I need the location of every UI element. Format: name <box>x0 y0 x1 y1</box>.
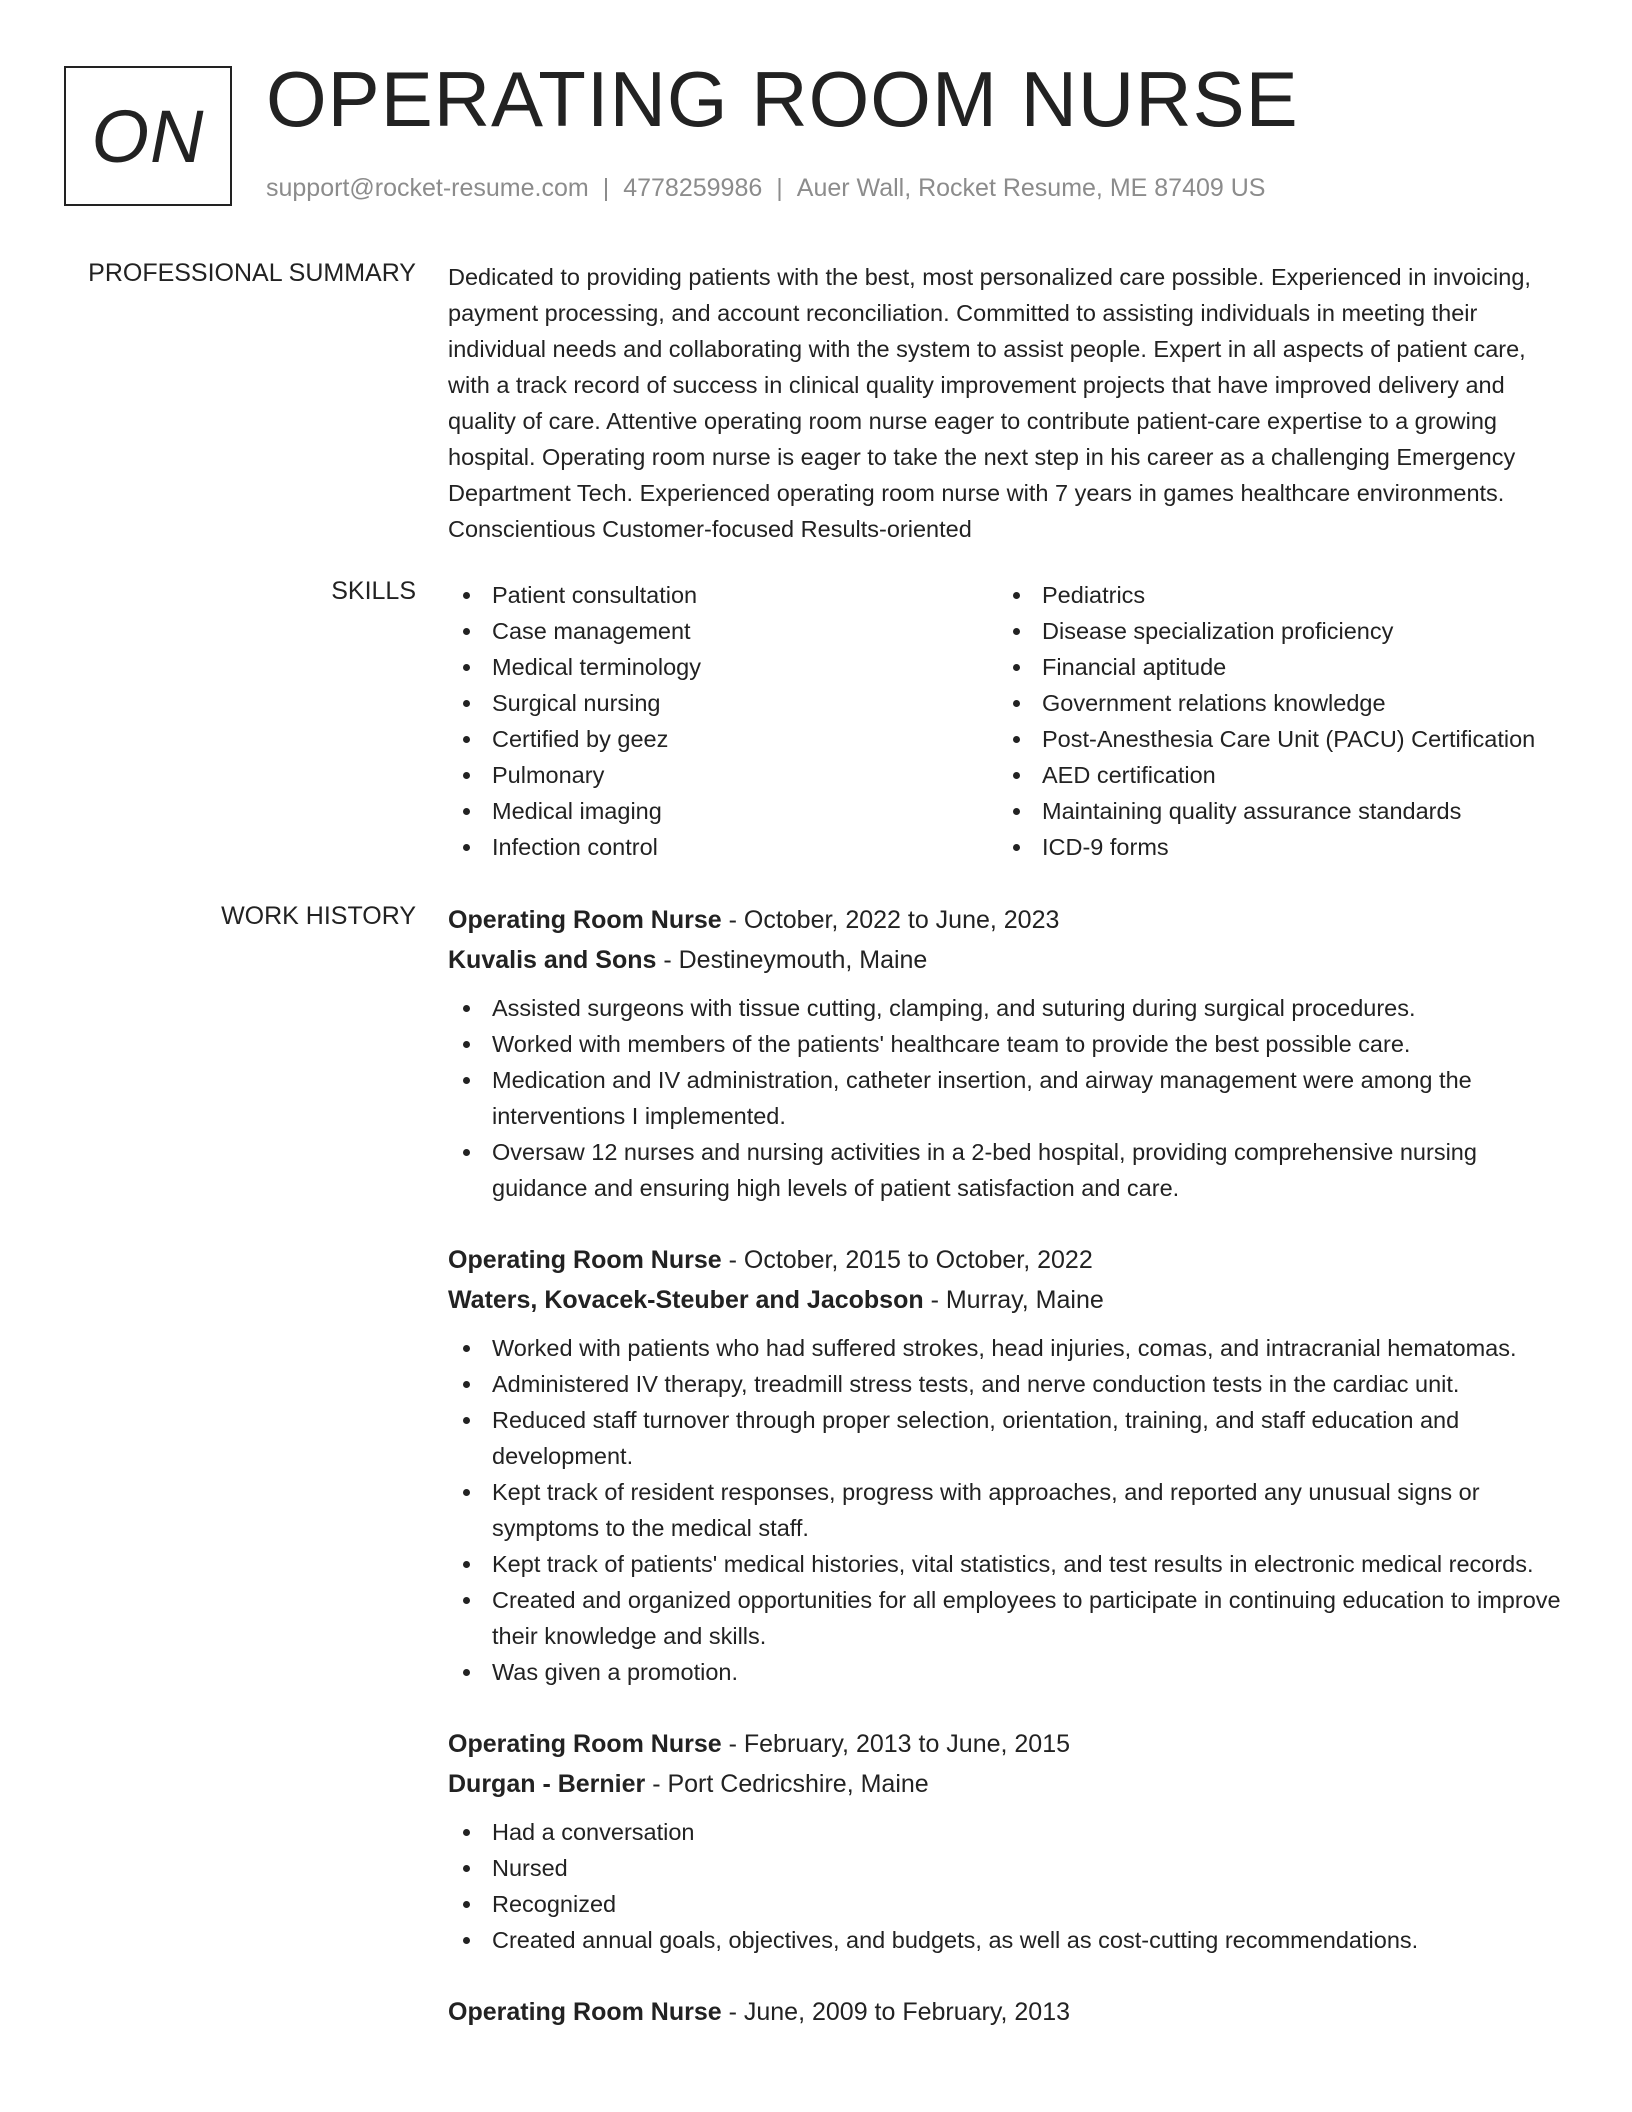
skill-item: Surgical nursing <box>448 685 998 721</box>
contact-separator: | <box>776 174 783 202</box>
skill-item: Government relations knowledge <box>998 685 1548 721</box>
job-title: Operating Room Nurse <box>448 906 722 934</box>
job-duty: Kept track of resident responses, progress with approaches, and reported any unusual signs or symptoms to the medical staff. <box>448 1474 1564 1546</box>
job-duty: Worked with patients who had suffered strokes, head injuries, comas, and intracranial hematomas. <box>448 1330 1564 1366</box>
skills-heading: SKILLS <box>331 577 416 605</box>
job-company-line <box>448 940 1564 980</box>
job-duty: Administered IV therapy, treadmill stress tests, and nerve conduction tests in the cardiac unit. <box>448 1366 1564 1402</box>
skills-list-right <box>998 577 1548 865</box>
contact-phone[interactable]: 4778259986 <box>623 174 763 202</box>
job-duty: Medication and IV administration, catheter insertion, and airway management were among the interventions I implemented. <box>448 1062 1564 1134</box>
job-duty: Assisted surgeons with tissue cutting, clamping, and suturing during surgical procedures. <box>448 990 1564 1026</box>
resume-title: OPERATING ROOM NURSE <box>266 55 1299 143</box>
job-title-line <box>448 1724 1564 1764</box>
job-location: - Murray, Maine <box>923 1286 1104 1314</box>
job-duty: Had a conversation <box>448 1814 1564 1850</box>
job-company-line <box>448 1764 1564 1804</box>
job-duty: Oversaw 12 nurses and nursing activities in a 2-bed hospital, providing comprehensive nursing guidance and ensuring high levels of patient satisfaction and care. <box>448 1134 1564 1206</box>
job-duty: Worked with members of the patients' healthcare team to provide the best possible care. <box>448 1026 1564 1062</box>
monogram-box <box>64 66 232 206</box>
job-entry <box>448 1240 1564 1690</box>
job-dates: - October, 2015 to October, 2022 <box>721 1246 1093 1274</box>
job-company: Durgan - Bernier <box>448 1770 646 1798</box>
job-company-line <box>448 1280 1564 1320</box>
skill-item: Patient consultation <box>448 577 998 613</box>
skill-item: Case management <box>448 613 998 649</box>
monogram-initials: ON <box>91 94 205 178</box>
job-title: Operating Room Nurse <box>448 1730 722 1758</box>
job-company: Kuvalis and Sons <box>448 946 657 974</box>
contact-line <box>266 174 1265 203</box>
skill-item: ICD-9 forms <box>998 829 1548 865</box>
summary-text: Dedicated to providing patients with the best, most personalized care possible. Experienced in invoicing, payment processing, and account reconciliation. Committed to assisting individuals in meeting their individual needs and collaborating with the system to assist people. Expert in all aspects of patient care, with a track record of success in clinical quality improvement projects that have improved delivery and quality of care. Attentive operating room nurse eager to contribute patient-care expertise to a growing hospital. Operating room nurse is eager to take the next step in his career as a challenging Emergency Department Tech. Experienced operating room nurse with 7 years in games healthcare environments. Conscientious Customer-focused Results-oriented <box>448 264 1531 542</box>
job-title: Operating Room Nurse <box>448 1246 722 1274</box>
job-title-line <box>448 1992 1564 2032</box>
job-dates: - June, 2009 to February, 2013 <box>721 1998 1071 2026</box>
skill-item: Medical imaging <box>448 793 998 829</box>
summary-heading: PROFESSIONAL SUMMARY <box>88 259 416 287</box>
skill-item: Financial aptitude <box>998 649 1548 685</box>
job-entry <box>448 1992 1564 2032</box>
job-entry <box>448 1724 1564 1958</box>
skills-columns <box>448 577 1564 865</box>
skill-item: Pulmonary <box>448 757 998 793</box>
skills-list-left <box>448 577 998 865</box>
job-title: Operating Room Nurse <box>448 1998 722 2026</box>
job-duties-list <box>448 990 1564 1206</box>
summary-body <box>448 259 1564 547</box>
contact-address: Auer Wall, Rocket Resume, ME 87409 US <box>796 174 1266 202</box>
job-location: - Port Cedricshire, Maine <box>645 1770 929 1798</box>
job-duties-list <box>448 1814 1564 1958</box>
work-history-body <box>448 900 1564 2066</box>
skill-item: Infection control <box>448 829 998 865</box>
job-entry <box>448 900 1564 1206</box>
job-dates: - October, 2022 to June, 2023 <box>721 906 1060 934</box>
job-duty: Nursed <box>448 1850 1564 1886</box>
job-duties-list <box>448 1330 1564 1690</box>
skill-item: Disease specialization proficiency <box>998 613 1548 649</box>
skill-item: Pediatrics <box>998 577 1548 613</box>
job-location: - Destineymouth, Maine <box>656 946 928 974</box>
job-duty: Reduced staff turnover through proper selection, orientation, training, and staff education and development. <box>448 1402 1564 1474</box>
work-history-heading: WORK HISTORY <box>221 902 416 930</box>
job-dates: - February, 2013 to June, 2015 <box>721 1730 1071 1758</box>
skills-body <box>448 577 1564 865</box>
skill-item: Post-Anesthesia Care Unit (PACU) Certification <box>998 721 1548 757</box>
job-title-line <box>448 900 1564 940</box>
job-company: Waters, Kovacek-Steuber and Jacobson <box>448 1286 924 1314</box>
contact-separator: | <box>602 174 610 202</box>
skill-item: Certified by geez <box>448 721 998 757</box>
job-duty: Created and organized opportunities for all employees to participate in continuing education to improve their knowledge and skills. <box>448 1582 1564 1654</box>
skill-item: AED certification <box>998 757 1548 793</box>
job-duty: Created annual goals, objectives, and budgets, as well as cost-cutting recommendations. <box>448 1922 1564 1958</box>
job-duty: Was given a promotion. <box>448 1654 1564 1690</box>
job-duty: Recognized <box>448 1886 1564 1922</box>
job-title-line <box>448 1240 1564 1280</box>
job-duty: Kept track of patients' medical histories, vital statistics, and test results in electronic medical records. <box>448 1546 1564 1582</box>
skill-item: Maintaining quality assurance standards <box>998 793 1548 829</box>
skill-item: Medical terminology <box>448 649 998 685</box>
contact-email[interactable]: support@rocket-resume.com <box>266 174 589 202</box>
